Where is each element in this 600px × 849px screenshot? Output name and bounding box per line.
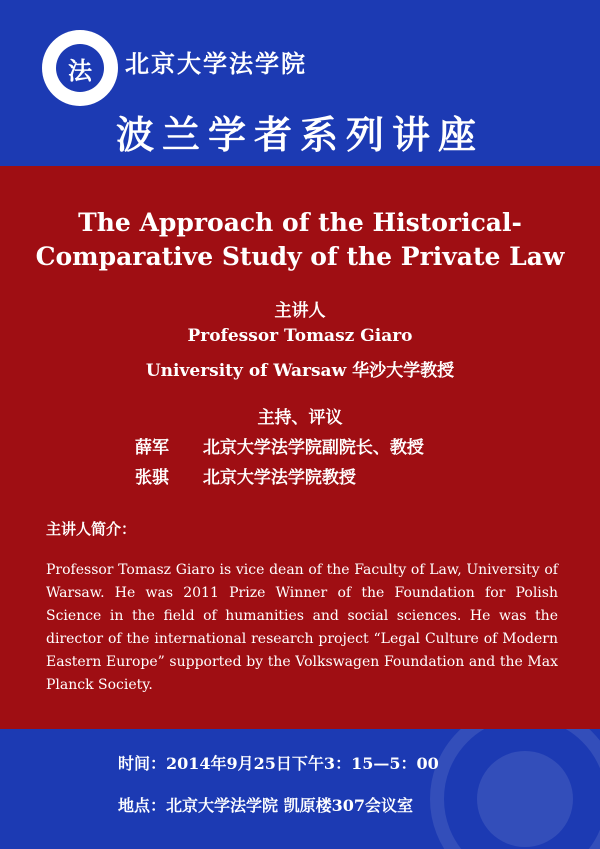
bio-text: Professor Tomasz Giaro is vice dean of the Faculty of Law, University of Warsaw. He was 2011 Prize Winner of the Foundation for Polish Science in the field of humanities and social sciences. He was the director of the international research project “Legal Culture of Modern Eastern Europe” supported by the Volkswagen Foundation and the Max Planck Society. (46, 562, 558, 693)
speaker-name: Professor Tomasz Giaro (187, 326, 413, 346)
host-name: 张骐 (135, 468, 169, 488)
talk-title-line-1: The Approach of the Historical- (78, 208, 522, 237)
series-title: 波兰学者系列讲座 (115, 112, 484, 157)
seal-center-icon: 法 (56, 44, 104, 92)
event-place: 地点：北京大学法学院 凯原楼307会议室 (118, 796, 413, 815)
footer-band (0, 729, 600, 849)
talk-title-line-2: Comparative Study of the Private Law (35, 242, 565, 271)
speaker-role-label: 主讲人 (274, 301, 326, 321)
seal-watermark-icon (430, 729, 600, 849)
host-row (135, 463, 356, 488)
hosts-role-label: 主持、评议 (257, 408, 343, 428)
university-seal-icon (42, 30, 118, 106)
talk-title (20, 206, 580, 274)
seal-watermark-center-icon (477, 751, 573, 847)
host-title: 北京大学法学院副院长、教授 (202, 438, 424, 458)
header-band (0, 0, 600, 166)
host-row (135, 433, 424, 458)
main-panel (0, 166, 600, 729)
school-name: 北京大学法学院 (125, 49, 307, 78)
host-name: 薛军 (135, 438, 169, 458)
host-title: 北京大学法学院教授 (202, 468, 356, 488)
speaker-affiliation: University of Warsaw 华沙大学教授 (145, 361, 455, 381)
bio-heading: 主讲人简介： (46, 520, 137, 538)
event-time: 时间：2014年9月25日下午3：15—5：00 (118, 754, 439, 773)
